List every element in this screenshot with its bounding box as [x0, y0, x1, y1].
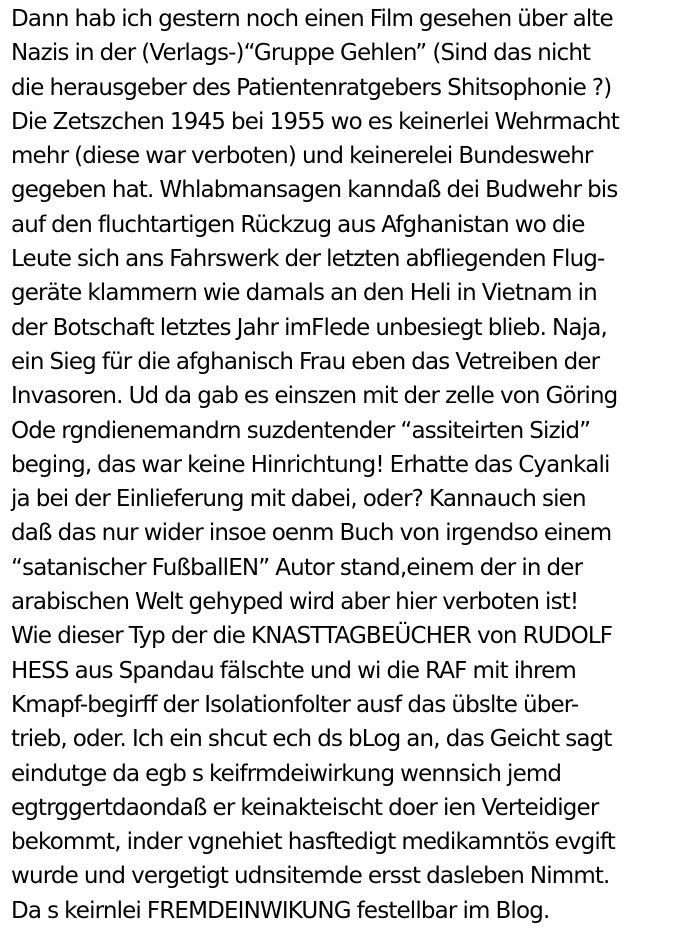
text-line: Invasoren. Ud da gab es einszen mit der zelle von Göring [11, 383, 618, 410]
text-line: wurde und vergetigt udnsitemde ersst dasleben Nimmt. [11, 863, 610, 890]
text-line: beging, das war keine Hinrichtung! Erhatte das Cyankali [11, 451, 610, 478]
text-line: der Botschaft letztes Jahr imFlede unbesiegt blieb. Naja, [11, 314, 607, 341]
text-line: Nazis in der (Verlags-)“Gruppe Gehlen” (Sind das nicht [11, 40, 591, 67]
text-line: arabischen Welt gehyped wird aber hier verboten ist! [11, 589, 579, 616]
text-line: Die Zetszchen 1945 bei 1955 wo es keinerlei Wehrmacht [11, 108, 619, 135]
text-line: Wie dieser Typ der die KNASTTAGBEÜCHER von RUDOLF [11, 623, 613, 650]
text-line: Da s keirnlei FREMDEINWIKUNG festellbar im Blog. [11, 897, 550, 924]
text-line: Dann hab ich gestern noch einen Film gesehen über alte [11, 6, 613, 32]
text-line: geräte klammern wie damals an den Heli in Vietnam in [11, 280, 597, 307]
text-line: gegeben hat. Whlabmansagen kanndaß dei Budwehr bis [11, 177, 618, 204]
text-line: auf den fluchtartigen Rückzug aus Afghanistan wo die [11, 211, 585, 238]
text-line: daß das nur wider insoe oenm Buch von irgendso einem [11, 520, 612, 547]
text-line: trieb, oder. Ich ein shcut ech ds bLog an, das Geicht sagt [11, 726, 612, 753]
text-line: egtrggertdaondaß er keinakteischt doer ien Verteidiger [11, 794, 599, 821]
text-line: ja bei der Einlieferung mit dabei, oder? Kannauch sien [11, 486, 586, 513]
text-line: bekommt, inder vgnehiet hasftedigt medikamntös evgift [11, 829, 615, 856]
text-line: Leute sich ans Fahrswerk der letzten abfliegenden Flug- [11, 246, 605, 273]
text-line: HESS aus Spandau fälschte und wi die RAF mit ihrem [11, 657, 576, 684]
text-line: eindutge da egb s keifrmdeiwirkung wennsich jemd [11, 760, 562, 787]
text-line: mehr (diese war verboten) und keinerelei Bundeswehr [11, 143, 593, 170]
body-text [11, 2, 681, 928]
text-line: Kmapf-begirff der Isolationfolter ausf das übslte über- [11, 691, 579, 718]
text-line: “satanischer FußballEN” Autor stand,einem der in der [11, 554, 583, 581]
text-line: die herausgeber des Patientenratgebers Shitsophonie ?) [11, 74, 612, 101]
text-line: Ode rgndienemandrn suzdentender “assiteirten Sizid” [11, 417, 591, 444]
text-line: ein Sieg für die afghanisch Frau eben das Vetreiben der [11, 348, 600, 375]
